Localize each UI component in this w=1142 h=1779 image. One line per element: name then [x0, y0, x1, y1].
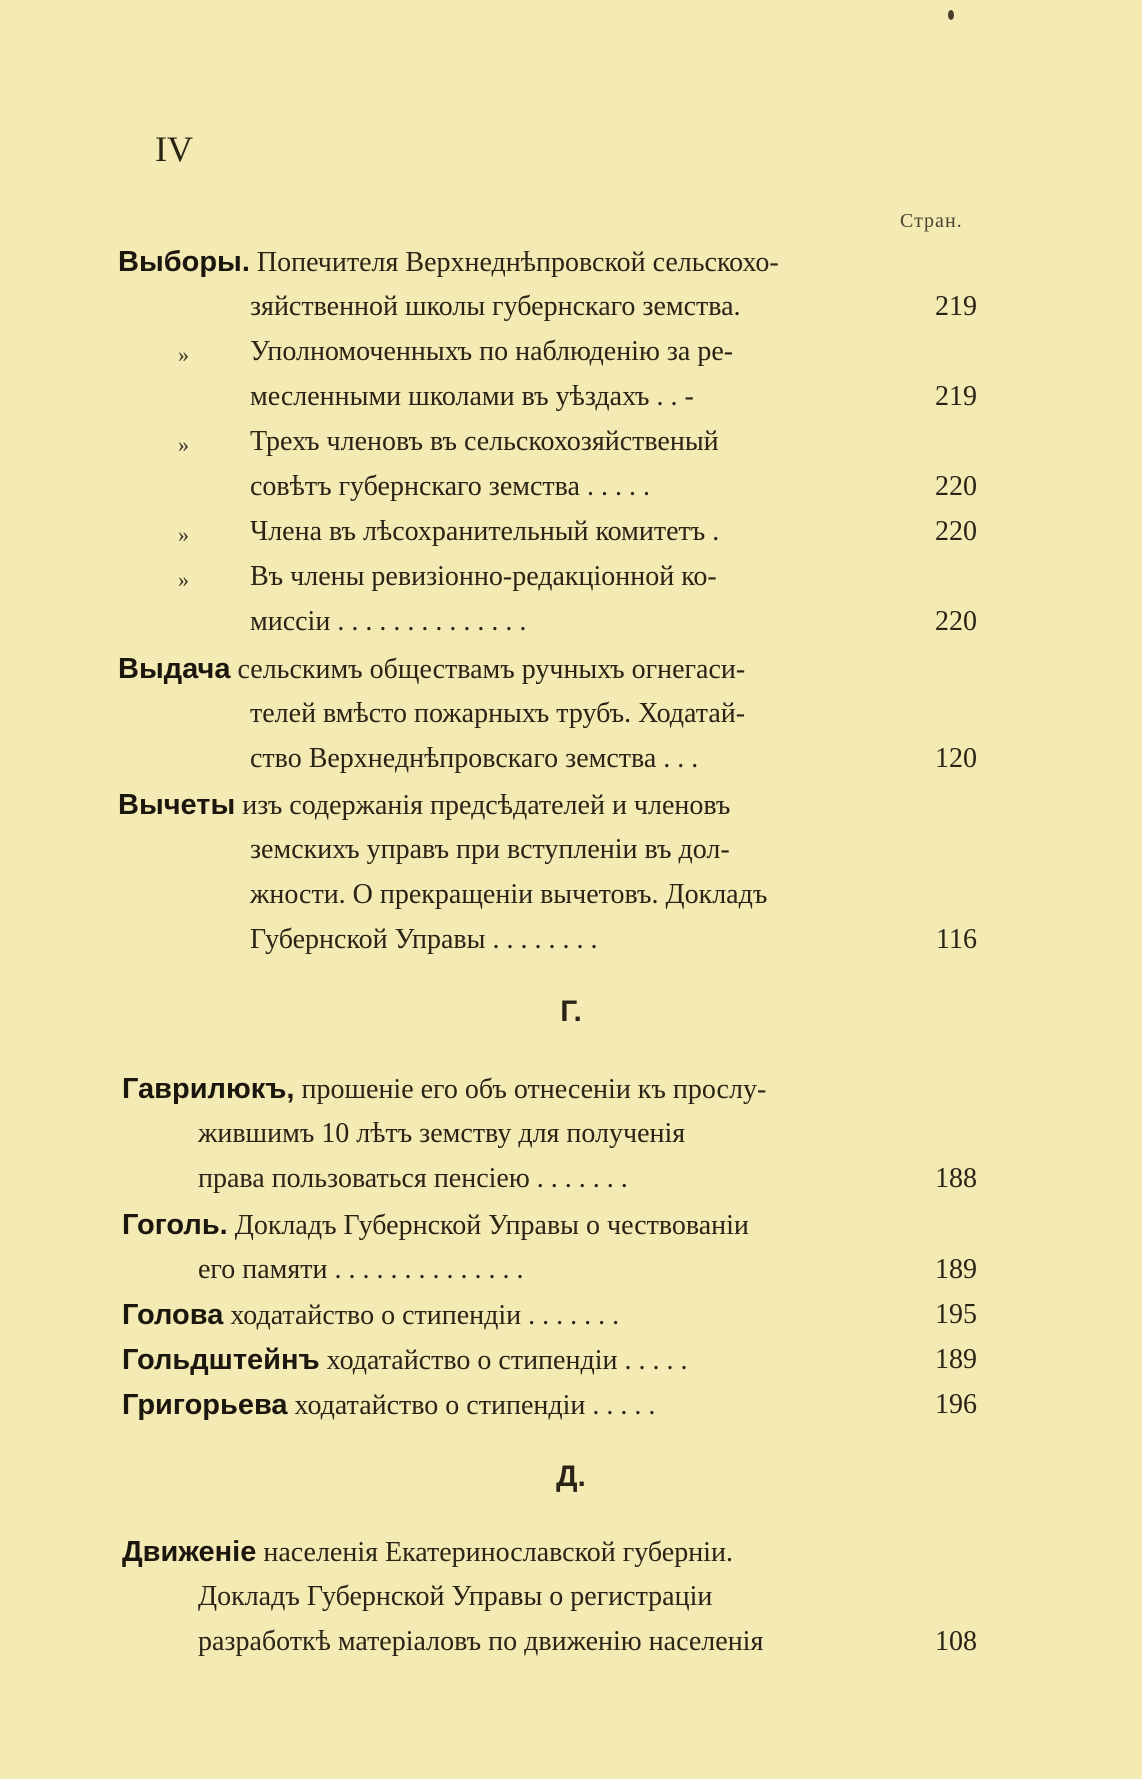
entry-continuation: жившимъ 10 лѣтъ земству для полученія [198, 1118, 686, 1149]
index-entry [122, 1298, 619, 1333]
index-entry [122, 1208, 749, 1243]
entry-continuation: разработкѣ матеріаловъ по движенію населенія [198, 1626, 764, 1657]
entry-keyword: Гольдштейнъ [122, 1344, 320, 1376]
page-ref: 189 [935, 1254, 977, 1285]
entry-text: ходатайство о стипендіи . . . . . [294, 1390, 656, 1421]
page-ref: 120 [935, 743, 977, 774]
entry-keyword: Выборы. [118, 246, 250, 278]
entry-text: Трехъ членовъ въ сельскохозяйственый [250, 426, 719, 457]
entry-text: ходатайство о стипендіи . . . . . [326, 1345, 688, 1376]
entry-continuation: его памяти . . . . . . . . . . . . . . [198, 1254, 524, 1285]
entry-text: ходатайство о стипендіи . . . . . . . [230, 1300, 620, 1331]
page-ref: 220 [935, 471, 977, 502]
ditto-mark: » [178, 567, 189, 592]
page-ref: 116 [936, 924, 977, 955]
entry-continuation: ство Верхнеднѣпровскаго земства . . . [250, 743, 699, 774]
ditto-mark: » [178, 522, 189, 547]
index-entry [122, 1535, 733, 1570]
ditto-mark: » [178, 342, 189, 367]
index-entry [118, 245, 779, 280]
entry-continuation: миссіи . . . . . . . . . . . . . . [250, 606, 527, 637]
page-column-header: Стран. [900, 210, 963, 232]
page-ref: 219 [935, 291, 977, 322]
page-number: IV [155, 129, 193, 169]
page-ref: 219 [935, 381, 977, 412]
index-entry [122, 1343, 687, 1378]
entry-continuation: телей вмѣсто пожарныхъ трубъ. Ходатай- [250, 698, 746, 729]
page-ref: 196 [935, 1389, 977, 1420]
entry-keyword: Гаврилюкъ, [122, 1073, 295, 1105]
entry-keyword: Движеніе [122, 1536, 257, 1568]
entry-keyword: Гоголь. [122, 1209, 228, 1241]
page-ref: 108 [935, 1626, 977, 1657]
entry-continuation: зяйственной школы губернскаго земства. [250, 291, 741, 322]
entry-continuation: месленными школами въ уѣздахъ . . - [250, 381, 694, 412]
page-ref: 220 [935, 606, 977, 637]
index-entry [122, 1072, 766, 1107]
section-letter: Д. [556, 1460, 586, 1493]
entry-continuation: жности. О прекращеніи вычетовъ. Докладъ [250, 879, 768, 910]
entry-text: прошеніе его объ отнесеніи къ прослу- [301, 1074, 767, 1105]
entry-text: Въ члены ревизіонно-редакціонной ко- [250, 561, 717, 592]
section-letter: Г. [560, 995, 582, 1028]
index-entry [118, 652, 745, 687]
entry-keyword: Выдача [118, 653, 231, 685]
entry-continuation: Губернской Управы . . . . . . . . [250, 924, 598, 955]
page-ref: 188 [935, 1163, 977, 1194]
entry-keyword: Голова [122, 1299, 224, 1331]
entry-continuation: совѣтъ губернскаго земства . . . . . [250, 471, 650, 502]
entry-text: Попечителя Верхнеднѣпровской сельскохо- [256, 247, 779, 278]
entry-text: Докладъ Губернской Управы о чествованіи [234, 1210, 749, 1241]
entry-text: населенія Екатеринославской губерніи. [263, 1537, 733, 1568]
page-ref: 220 [935, 516, 977, 547]
entry-keyword: Вычеты [118, 789, 236, 821]
entry-text: Уполномоченныхъ по наблюденію за ре- [250, 336, 734, 367]
ditto-mark: » [178, 432, 189, 457]
entry-continuation: Докладъ Губернской Управы о регистраціи [198, 1581, 713, 1612]
index-entry [118, 788, 730, 823]
page-ref: 189 [935, 1344, 977, 1375]
ink-spot [948, 10, 954, 20]
entry-text: сельскимъ обществамъ ручныхъ огнегаси- [237, 654, 746, 685]
entry-continuation: земскихъ управъ при вступленіи въ дол- [250, 834, 730, 865]
entry-keyword: Григорьева [122, 1389, 288, 1421]
page-ref: 195 [935, 1299, 977, 1330]
entry-text: Члена въ лѣсохранительный комитетъ . [250, 516, 720, 547]
entry-text: изъ содержанія предсѣдателей и членовъ [242, 790, 731, 821]
entry-continuation: права пользоваться пенсіею . . . . . . . [198, 1163, 628, 1194]
index-entry [122, 1388, 655, 1423]
